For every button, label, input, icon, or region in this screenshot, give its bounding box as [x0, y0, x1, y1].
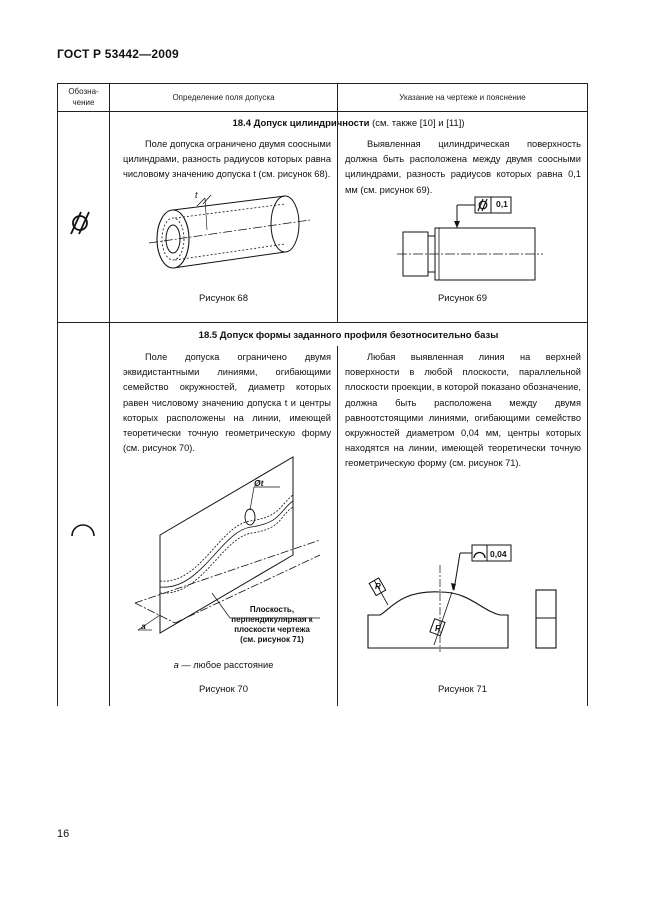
column-header-indication: Указание на чертеже и пояснение	[399, 93, 526, 102]
line-profile-symbol-icon	[70, 520, 96, 538]
figure-69-tolerance-value: 0,1	[496, 199, 508, 209]
figure-68-t-label: t	[195, 190, 198, 200]
figure-70-a-label: a	[141, 621, 146, 631]
table-col-divider-2b	[337, 346, 338, 706]
section-title-cylindricity: 18.4 Допуск цилиндричности (см. также [10] и [11])	[232, 118, 465, 129]
profile-definition-text: Поле допуска ограничено двумя эквидистантными линиями, огибающими семейство окружностей, диаметр которых равен числовому значению допуска t и центры которых расположены на линии, имеющей теоретически точную геометрическую форму (см. рисунок 70).	[123, 352, 331, 454]
table-row-divider	[57, 322, 588, 323]
figure-68-cylinder	[145, 190, 315, 280]
table-right-border	[587, 83, 588, 706]
profile-indication-text: Любая выявленная линия на верхней поверхности в любой плоскости, параллельной плоскости проекции, в которой показано обозначение, должна быть расположена между двумя равноотстоящими линиями, огибающими семейство окружностей диаметром 0,04 мм, центры которых находятся на линии, имеющей теоретически точную геометрическую форму (см. рисунок 71).	[345, 352, 581, 469]
figure-70-plane-label: Плоскость, перпендикулярная к плоскости чертежа (см. рисунок 71)	[231, 605, 313, 644]
column-header-definition: Определение поля допуска	[172, 93, 275, 102]
figure-71-profile	[360, 540, 565, 660]
figure-71-tolerance-value: 0,04	[490, 549, 507, 559]
figure-68-caption: Рисунок 68	[198, 293, 249, 304]
figure-70-diameter-label: Øt	[254, 478, 264, 488]
figure-71-r-label-right: R	[435, 624, 441, 633]
figure-71-r-label-left: R	[375, 582, 381, 591]
cyl-definition-text: Поле допуска ограничено двумя соосными цилиндрами, разность радиусов которых равна числовому значению допуска t (см. рисунок 68).	[123, 139, 331, 180]
table-header-bottom-border	[57, 111, 588, 112]
document-header: ГОСТ Р 53442—2009	[57, 47, 179, 61]
figure-69-caption: Рисунок 69	[437, 293, 488, 304]
figure-70-caption: Рисунок 70	[198, 684, 249, 695]
figure-70-note: a — любое расстояние	[173, 660, 274, 670]
column-header-symbol: Обозна- чение	[68, 87, 99, 107]
cyl-indication-text: Выявленная цилиндрическая поверхность должна быть расположена между двумя соосными цилиндрами, разность радиусов которых равна 0,1 мм (см. рисунок 69).	[345, 139, 581, 195]
page-number: 16	[57, 828, 70, 840]
section-title-profile: 18.5 Допуск формы заданного профиля безотносительно базы	[198, 330, 499, 341]
table-col-divider-1	[109, 83, 110, 706]
table-top-border	[57, 83, 588, 84]
cylindricity-symbol-icon	[68, 210, 96, 236]
figure-71-caption: Рисунок 71	[437, 684, 488, 695]
table-left-border	[57, 83, 58, 706]
figure-69-shaft	[395, 195, 545, 290]
